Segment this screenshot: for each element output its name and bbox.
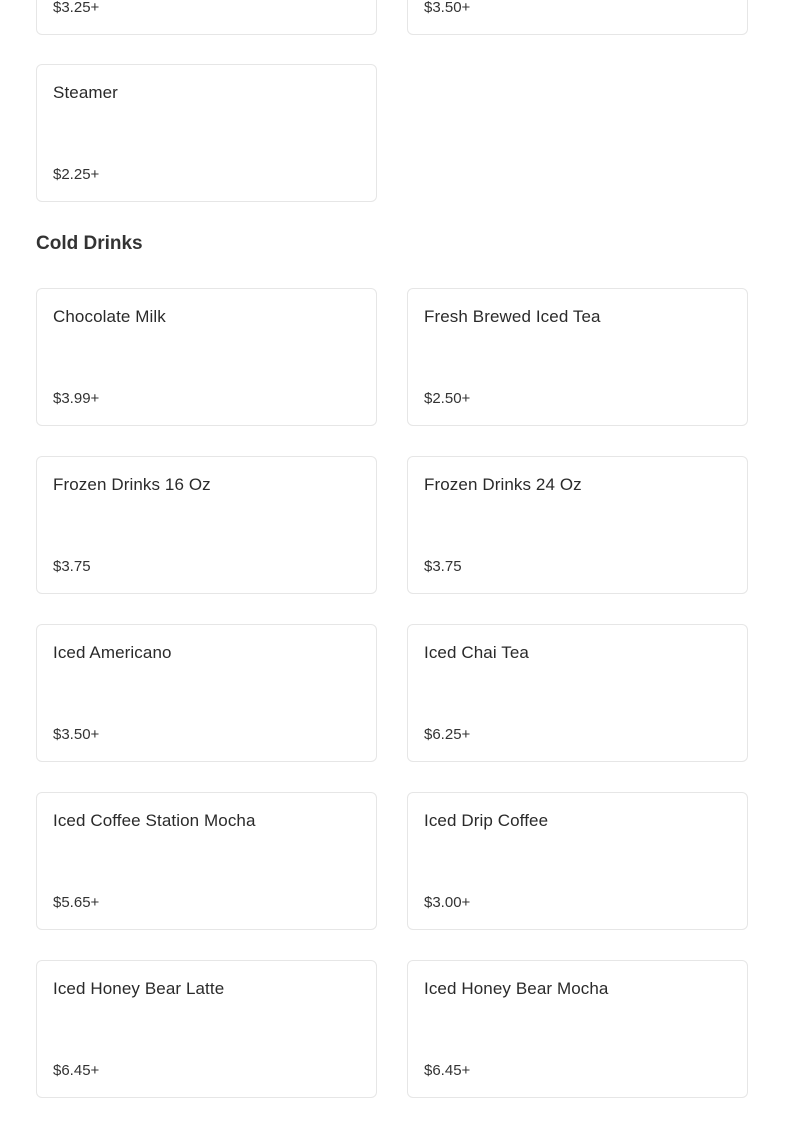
- menu-item-card[interactable]: [36, 960, 377, 1098]
- menu-item-card[interactable]: [36, 288, 377, 426]
- menu-item-price: $6.45+: [424, 1062, 471, 1079]
- menu-item-card[interactable]: [407, 960, 748, 1098]
- menu-item-card[interactable]: [36, 792, 377, 930]
- menu-item-card[interactable]: [407, 288, 748, 426]
- menu-item-price: $3.50+: [424, 0, 471, 16]
- menu-item-price: $2.50+: [424, 390, 471, 407]
- menu-item-price: $2.25+: [53, 166, 100, 183]
- menu-item-card[interactable]: [407, 456, 748, 594]
- menu-item-price: $3.50+: [53, 726, 100, 743]
- menu-item-price: $3.75: [424, 558, 462, 575]
- menu-item-name: Fresh Brewed Iced Tea: [424, 307, 601, 326]
- menu-item-price: $3.00+: [424, 894, 471, 911]
- section-title-cold-drinks: Cold Drinks: [36, 233, 143, 254]
- menu-item-price: $3.75: [53, 558, 91, 575]
- menu-item-name: Iced Drip Coffee: [424, 811, 549, 830]
- menu-item-name: Frozen Drinks 16 Oz: [53, 475, 211, 494]
- menu-item-name: Steamer: [53, 83, 118, 102]
- menu-item-card[interactable]: [36, 0, 377, 35]
- menu-item-name: Iced Chai Tea: [424, 643, 529, 662]
- menu-item-price: $3.99+: [53, 390, 100, 407]
- menu-item-card[interactable]: [36, 456, 377, 594]
- menu-item-card[interactable]: [407, 792, 748, 930]
- menu-item-price: $5.65+: [53, 894, 100, 911]
- menu-item-card[interactable]: [407, 624, 748, 762]
- menu-item-name: Iced Coffee Station Mocha: [53, 811, 256, 830]
- menu-item-card[interactable]: [36, 64, 377, 202]
- menu-item-name: Iced Honey Bear Mocha: [424, 979, 609, 998]
- menu-item-name: Iced Honey Bear Latte: [53, 979, 225, 998]
- menu-item-price: $6.45+: [53, 1062, 100, 1079]
- menu-item-card[interactable]: [407, 0, 748, 35]
- menu-item-name: Iced Americano: [53, 643, 172, 662]
- menu-item-price: $3.25+: [53, 0, 100, 16]
- menu-item-name: Frozen Drinks 24 Oz: [424, 475, 582, 494]
- menu-item-name: Chocolate Milk: [53, 307, 166, 326]
- menu-item-price: $6.25+: [424, 726, 471, 743]
- menu-item-card[interactable]: [36, 624, 377, 762]
